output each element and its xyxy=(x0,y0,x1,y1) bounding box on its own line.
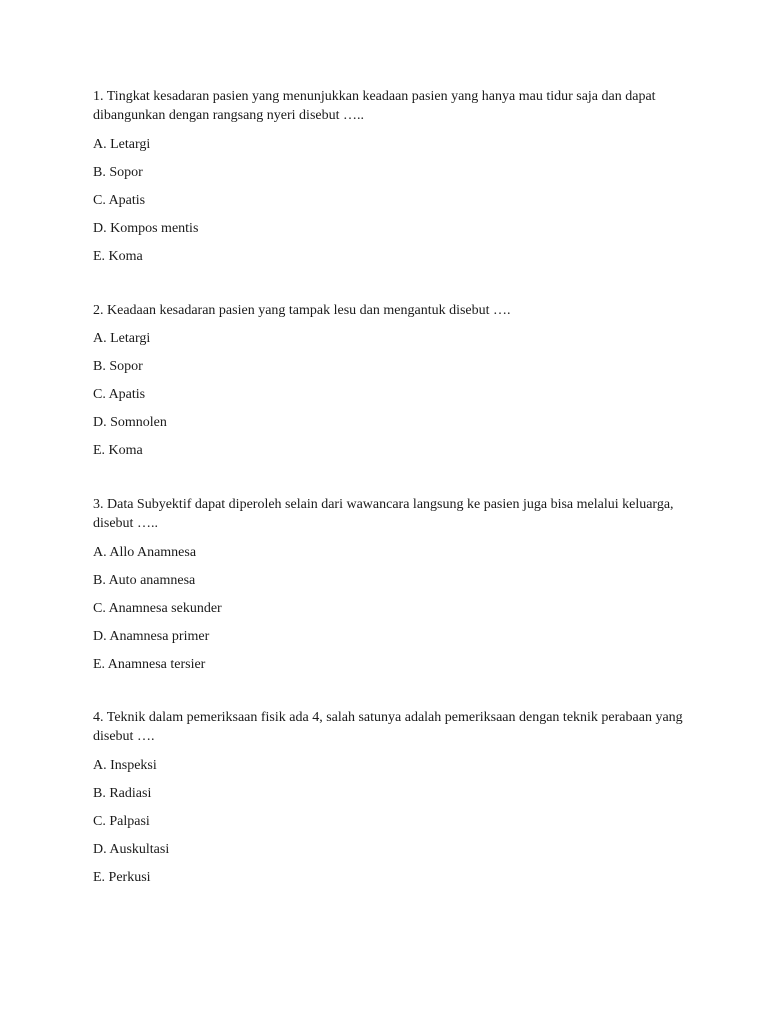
question-text: 1. Tingkat kesadaran pasien yang menunjukkan keadaan pasien yang hanya mau tidur saja dan dapat dibangunkan dengan rangsang nyeri disebut ….. xyxy=(93,89,660,123)
option-list xyxy=(93,756,693,887)
option-e: E. Koma xyxy=(93,443,143,458)
question-text: 3. Data Subyektif dapat diperoleh selain dari wawancara langsung ke pasien juga bisa melalui keluarga, disebut ….. xyxy=(93,497,678,531)
option-d: D. Auskultasi xyxy=(93,842,170,857)
option-e: E. Koma xyxy=(93,249,143,264)
option-list xyxy=(93,135,693,266)
option-d: D. Somnolen xyxy=(93,415,167,430)
option-c: C. Anamnesa sekunder xyxy=(93,601,222,616)
option-c: C. Palpasi xyxy=(93,814,150,829)
question-3 xyxy=(93,495,693,674)
option-c: C. Apatis xyxy=(93,193,146,208)
option-b: B. Sopor xyxy=(93,359,143,374)
option-d: D. Anamnesa primer xyxy=(93,629,210,644)
option-a: A. Allo Anamnesa xyxy=(93,545,197,560)
question-text: 2. Keadaan kesadaran pasien yang tampak lesu dan mengantuk disebut …. xyxy=(93,303,511,318)
option-e: E. Perkusi xyxy=(93,870,151,885)
option-a: A. Letargi xyxy=(93,137,151,152)
option-c: C. Apatis xyxy=(93,387,146,402)
option-b: B. Radiasi xyxy=(93,786,152,801)
question-4 xyxy=(93,708,693,887)
question-text: 4. Teknik dalam pemeriksaan fisik ada 4, salah satunya adalah pemeriksaan dengan teknik perabaan yang disebut …. xyxy=(93,710,687,744)
option-a: A. Letargi xyxy=(93,331,151,346)
option-e: E. Anamnesa tersier xyxy=(93,657,206,672)
question-1 xyxy=(93,87,693,266)
option-a: A. Inspeksi xyxy=(93,758,157,773)
option-list xyxy=(93,329,693,460)
option-b: B. Sopor xyxy=(93,165,143,180)
question-2 xyxy=(93,301,693,460)
option-b: B. Auto anamnesa xyxy=(93,573,196,588)
option-list xyxy=(93,543,693,674)
option-d: D. Kompos mentis xyxy=(93,221,199,236)
